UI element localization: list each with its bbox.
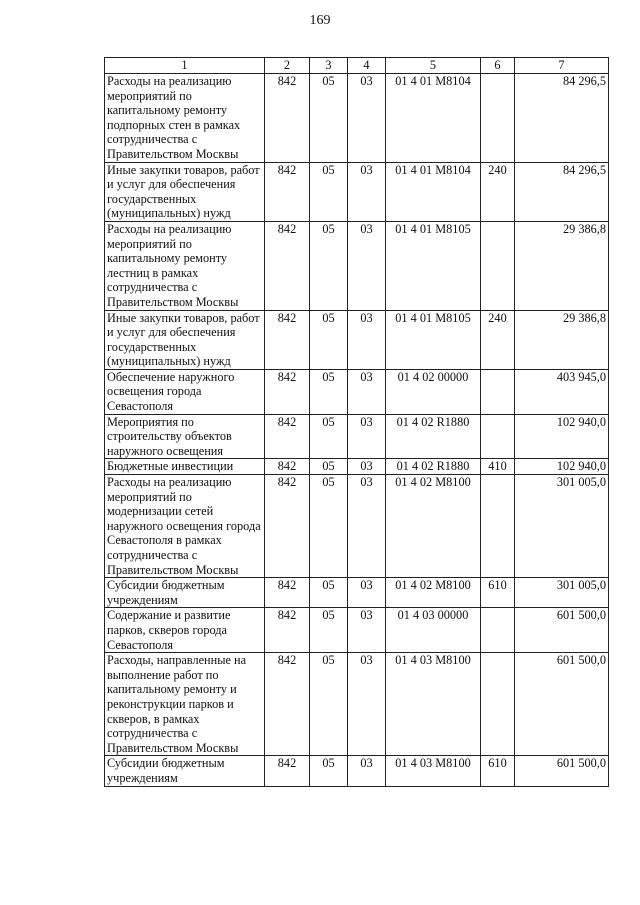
department-code-cell: 842 (265, 74, 310, 163)
expense-type-cell (481, 608, 515, 653)
expense-type-cell (481, 475, 515, 578)
target-article-cell: 01 4 03 M8100 (386, 653, 481, 756)
section-code-cell: 05 (310, 221, 348, 310)
target-article-cell: 01 4 01 M8104 (386, 162, 481, 221)
expense-name-cell: Расходы, направленные на выполнение работ по капитальному ремонту и реконструкции парков и скверов, в рамках сотрудничества с Правительством Москвы (105, 653, 265, 756)
subsection-code-cell: 03 (348, 221, 386, 310)
page-number: 169 (309, 13, 331, 28)
subsection-code-cell: 03 (348, 459, 386, 475)
expense-name-cell: Иные закупки товаров, работ и услуг для обеспечения государственных (муниципальных) нужд (105, 162, 265, 221)
section-code-cell: 05 (310, 310, 348, 369)
subsection-code-cell: 03 (348, 414, 386, 459)
section-code-cell: 05 (310, 74, 348, 163)
subsection-code-cell: 03 (348, 162, 386, 221)
table-row (105, 221, 609, 310)
table-row (105, 608, 609, 653)
department-code-cell: 842 (265, 221, 310, 310)
table-row (105, 578, 609, 608)
target-article-cell: 01 4 02 M8100 (386, 475, 481, 578)
table-row (105, 475, 609, 578)
section-code-cell: 05 (310, 414, 348, 459)
column-header: 2 (265, 58, 310, 74)
target-article-cell: 01 4 02 R1880 (386, 414, 481, 459)
amount-cell: 102 940,0 (515, 414, 609, 459)
expense-type-cell: 410 (481, 459, 515, 475)
target-article-cell: 01 4 01 M8104 (386, 74, 481, 163)
expense-name-cell: Содержание и развитие парков, скверов города Севастополя (105, 608, 265, 653)
expense-name-cell: Расходы на реализацию мероприятий по модернизации сетей наружного освещения города Севастополя в рамках сотрудничества с Правительством Москвы (105, 475, 265, 578)
target-article-cell: 01 4 02 R1880 (386, 459, 481, 475)
expense-type-cell: 240 (481, 310, 515, 369)
amount-cell: 601 500,0 (515, 756, 609, 786)
expense-type-cell: 610 (481, 578, 515, 608)
subsection-code-cell: 03 (348, 578, 386, 608)
amount-cell: 84 296,5 (515, 162, 609, 221)
target-article-cell: 01 4 02 00000 (386, 369, 481, 414)
department-code-cell: 842 (265, 756, 310, 786)
subsection-code-cell: 03 (348, 74, 386, 163)
table-row (105, 756, 609, 786)
department-code-cell: 842 (265, 459, 310, 475)
department-code-cell: 842 (265, 653, 310, 756)
target-article-cell: 01 4 02 M8100 (386, 578, 481, 608)
column-header: 7 (515, 58, 609, 74)
amount-cell: 29 386,8 (515, 221, 609, 310)
subsection-code-cell: 03 (348, 310, 386, 369)
column-header: 1 (105, 58, 265, 74)
table-header-row (105, 58, 609, 74)
table-row (105, 653, 609, 756)
table-row (105, 459, 609, 475)
section-code-cell: 05 (310, 653, 348, 756)
expense-name-cell: Мероприятия по строительству объектов наружного освещения (105, 414, 265, 459)
column-header: 3 (310, 58, 348, 74)
expense-name-cell: Бюджетные инвестиции (105, 459, 265, 475)
section-code-cell: 05 (310, 578, 348, 608)
column-header: 6 (481, 58, 515, 74)
department-code-cell: 842 (265, 310, 310, 369)
amount-cell: 601 500,0 (515, 608, 609, 653)
subsection-code-cell: 03 (348, 756, 386, 786)
expense-type-cell: 240 (481, 162, 515, 221)
target-article-cell: 01 4 01 M8105 (386, 221, 481, 310)
department-code-cell: 842 (265, 608, 310, 653)
table-row (105, 162, 609, 221)
expense-type-cell (481, 74, 515, 163)
table-row (105, 310, 609, 369)
expense-name-cell: Расходы на реализацию мероприятий по капитальному ремонту подпорных стен в рамках сотрудничества с Правительством Москвы (105, 74, 265, 163)
amount-cell: 102 940,0 (515, 459, 609, 475)
amount-cell: 29 386,8 (515, 310, 609, 369)
amount-cell: 601 500,0 (515, 653, 609, 756)
section-code-cell: 05 (310, 608, 348, 653)
expense-type-cell: 610 (481, 756, 515, 786)
table-row (105, 369, 609, 414)
department-code-cell: 842 (265, 369, 310, 414)
expense-type-cell (481, 414, 515, 459)
target-article-cell: 01 4 01 M8105 (386, 310, 481, 369)
amount-cell: 301 005,0 (515, 475, 609, 578)
target-article-cell: 01 4 03 M8100 (386, 756, 481, 786)
section-code-cell: 05 (310, 369, 348, 414)
subsection-code-cell: 03 (348, 475, 386, 578)
department-code-cell: 842 (265, 162, 310, 221)
section-code-cell: 05 (310, 162, 348, 221)
subsection-code-cell: 03 (348, 653, 386, 756)
expense-name-cell: Субсидии бюджетным учреждениям (105, 578, 265, 608)
column-header: 4 (348, 58, 386, 74)
amount-cell: 403 945,0 (515, 369, 609, 414)
expense-name-cell: Расходы на реализацию мероприятий по капитальному ремонту лестниц в рамках сотрудничества с Правительством Москвы (105, 221, 265, 310)
expense-type-cell (481, 221, 515, 310)
budget-table (104, 57, 609, 787)
section-code-cell: 05 (310, 475, 348, 578)
target-article-cell: 01 4 03 00000 (386, 608, 481, 653)
column-header: 5 (386, 58, 481, 74)
expense-name-cell: Субсидии бюджетным учреждениям (105, 756, 265, 786)
expense-type-cell (481, 653, 515, 756)
section-code-cell: 05 (310, 756, 348, 786)
expense-type-cell (481, 369, 515, 414)
subsection-code-cell: 03 (348, 608, 386, 653)
department-code-cell: 842 (265, 475, 310, 578)
table-row (105, 414, 609, 459)
department-code-cell: 842 (265, 414, 310, 459)
expense-name-cell: Обеспечение наружного освещения города Севастополя (105, 369, 265, 414)
table-row (105, 74, 609, 163)
subsection-code-cell: 03 (348, 369, 386, 414)
department-code-cell: 842 (265, 578, 310, 608)
section-code-cell: 05 (310, 459, 348, 475)
expense-name-cell: Иные закупки товаров, работ и услуг для обеспечения государственных (муниципальных) нужд (105, 310, 265, 369)
amount-cell: 301 005,0 (515, 578, 609, 608)
amount-cell: 84 296,5 (515, 74, 609, 163)
